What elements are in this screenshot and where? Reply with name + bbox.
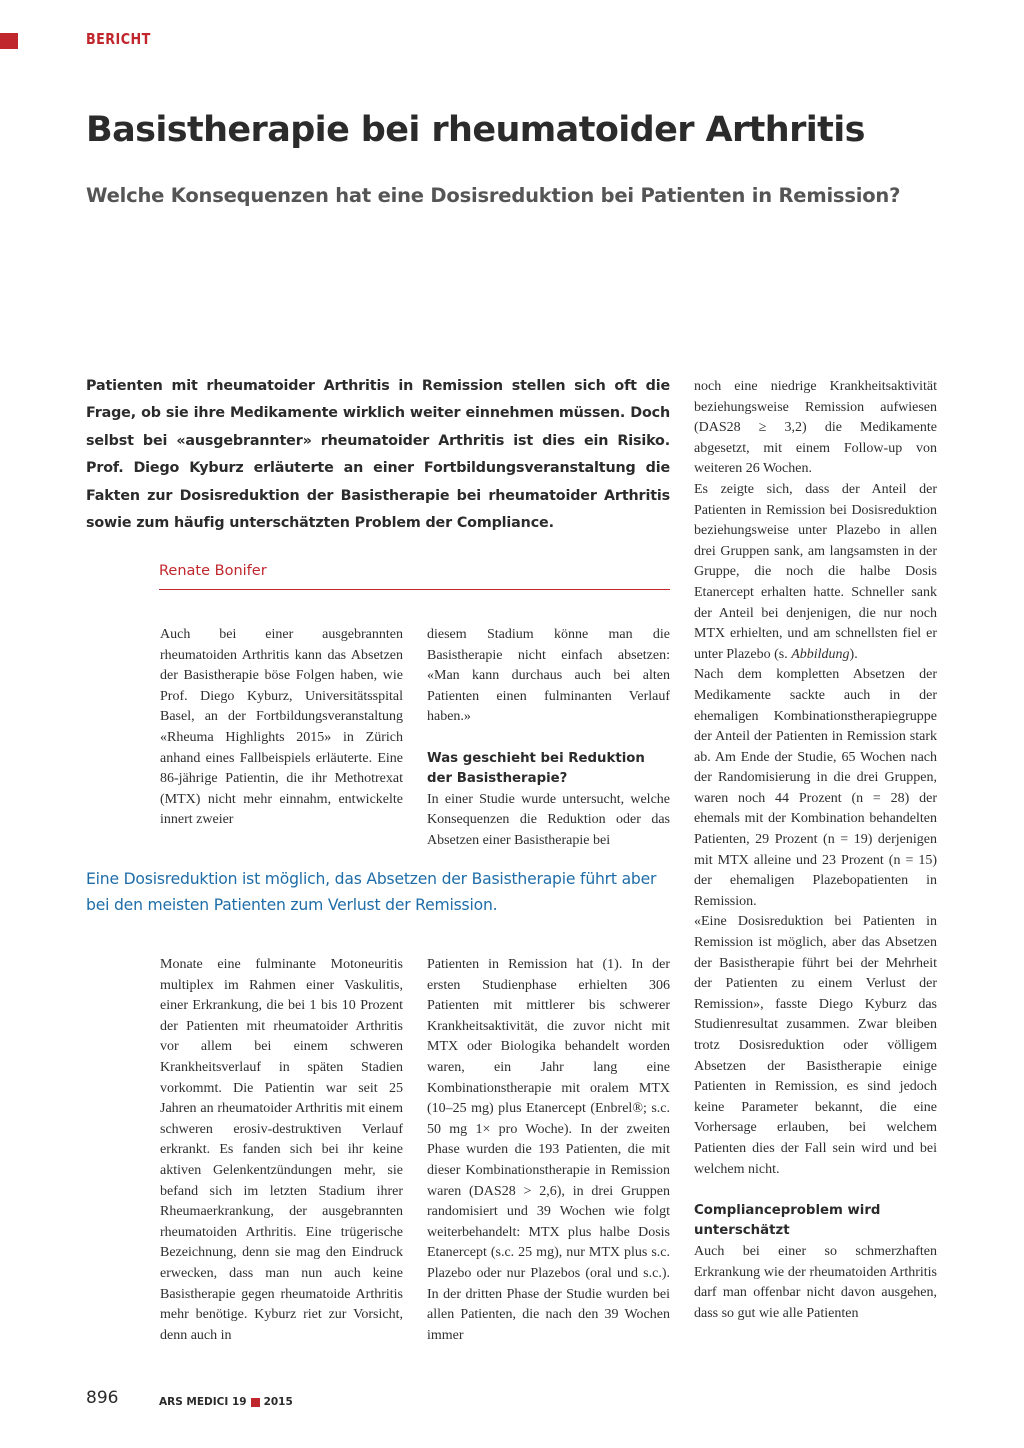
body-paragraph: Auch bei einer ausgebrannten rheumatoiden Arthritis kann das Absetzen der Basistherapie böse Folgen haben, wie Prof. Diego Kyburz, Universitätsspital Basel, an der Fortbildungsveranstaltung «Rheuma Highlights 2015» in Zürich anhand eines Fallbeispiels erläuterte. Eine 86-jährige Patientin, die ihr Methotrexat (MTX) nicht mehr einnahm, entwickelte innert zweier xyxy=(160,627,403,828)
column-1-bottom xyxy=(160,955,403,1346)
author-name: Renate Bonifer xyxy=(159,563,267,579)
body-paragraph: Monate eine fulminante Motoneuritis multiplex im Rahmen einer Vaskulitis, einer Erkrankung, die bei 1 bis 10 Prozent der Patienten mit rheumatoider Arthritis vor allem bei einem schweren Krankheitsverlauf in späten Stadien vorkommt. Die Patientin war seit 25 Jahren an rheumatoider Arthritis mit einem schweren erosiv-destruktiven Verlauf erkrankt. Es fanden sich bei ihr keine aktiven Gelenkentzündungen mehr, sie befand sich im letzten Stadium ihrer Rheumaerkrankung, der ausgebrannten rheumatoiden Arthritis. Eine trügerische Bezeichnung, denn sie mag den Eindruck erwecken, dass man nun auch keine Basistherapie gegen rheumatoide Arthritis mehr benötige. Kyburz riet zur Vorsicht, denn auch in xyxy=(160,957,403,1343)
body-paragraph: In einer Studie wurde untersucht, welche Konsequenzen die Reduktion oder das Absetzen einer Basistherapie bei xyxy=(427,791,670,848)
figure-reference: Abbildung xyxy=(791,646,850,662)
article-title: Basistherapie bei rheumatoider Arthritis xyxy=(86,110,865,150)
journal-name: ARS MEDICI 19 xyxy=(159,1396,247,1408)
subheading: Was geschieht bei Reduktion der Basistherapie? xyxy=(427,750,645,787)
body-text: ). xyxy=(849,646,858,662)
body-paragraph xyxy=(694,480,937,665)
subheading: Complianceproblem wird unterschätzt xyxy=(694,1202,881,1239)
column-1-top xyxy=(160,625,403,831)
author-divider xyxy=(159,589,670,590)
column-3 xyxy=(694,377,937,1324)
pull-quote: Eine Dosisreduktion ist möglich, das Absetzen der Basistherapie führt aber bei den meisten Patienten zum Verlust der Remission. xyxy=(86,870,657,914)
footer-square-icon xyxy=(251,1398,260,1407)
column-2-top xyxy=(427,625,670,852)
page-number: 896 xyxy=(86,1388,119,1408)
article-subtitle: Welche Konsequenzen hat eine Dosisreduktion bei Patienten in Remission? xyxy=(86,184,901,207)
body-paragraph: diesem Stadium könne man die Basistherapie nicht einfach absetzen: «Man kann durchaus auch bei alten Patienten einen fulminanten Verlauf haben.» xyxy=(427,627,670,725)
body-paragraph: Auch bei einer so schmerzhaften Erkrankung wie der rheumatoiden Arthritis darf man offenbar nicht davon ausgehen, dass so gut wie alle Patienten xyxy=(694,1243,937,1321)
section-marker xyxy=(0,33,18,49)
column-2-bottom xyxy=(427,955,670,1346)
body-paragraph: Patienten in Remission hat (1). In der ersten Studienphase erhielten 306 Patienten mit mittlerer bis schwerer Krankheitsaktivität, die zuvor nicht mit MTX oder Biologika behandelt worden waren, ein Jahr lang eine Kombinationstherapie mit oralem MTX (10–25 mg) plus Etanercept (Enbrel®; s.c. 50 mg 1× pro Woche). In der zweiten Phase wurden die 193 Patienten, die mit dieser Kombinationstherapie in Remission waren (DAS28 > 2,6), in drei Gruppen randomisiert und 39 Wochen wie folgt weiterbehandelt: MTX plus halbe Dosis Etanercept (s.c. 25 mg), nur MTX plus s.c. Plazebo oder nur Plazebos (oral und s.c.). In der dritten Phase der Studie wurden bei allen Patienten, die nach den 39 Wochen immer xyxy=(427,957,670,1343)
body-paragraph: Nach dem kompletten Absetzen der Medikamente sackte auch in der ehemaligen Kombinationstherapiegruppe der Anteil der Patienten in Remission stark ab. Am Ende der Studie, 65 Wochen nach der Randomisierung in die drei Gruppen, waren noch 44 Prozent (n = 28) der ehemals mit der Kombination behandelten Patienten, 29 Prozent (n = 19) derjenigen mit MTX alleine und 23 Prozent (n = 15) der ehemaligen Plazebopatienten in Remission. xyxy=(694,667,937,909)
article-lead: Patienten mit rheumatoider Arthritis in Remission stellen sich oft die Frage, ob sie ihre Medikamente wirklich weiter einnehmen müssen. Doch selbst bei «ausgebrannter» rheumatoider Arthritis ist dies ein Risiko. Prof. Diego Kyburz erläuterte an einer Fortbildungsveranstaltung die Fakten zur Dosisreduktion der Basistherapie bei rheumatoider Arthritis sowie zum häufig unterschätzten Problem der Compliance. xyxy=(86,378,670,532)
section-label: BERICHT xyxy=(86,30,151,48)
body-paragraph: noch eine niedrige Krankheitsaktivität beziehungsweise Remission aufwiesen (DAS28 ≥ 3,2) die Medikamente abgesetzt, mit einem Follow-up von weiteren 26 Wochen. xyxy=(694,379,937,477)
journal-footer xyxy=(159,1396,293,1408)
body-text: Es zeigte sich, dass der Anteil der Patienten in Remission bei Dosisreduktion beziehungsweise unter Plazebo in allen drei Gruppen sank, am langsamsten in der Gruppe, die noch die halbe Dosis Etanercept erhalten hatte. Schneller sank der Anteil bei denjenigen, die nur noch MTX erhielten, und am schnellsten fiel er unter Plazebo (s. xyxy=(694,481,937,662)
journal-year: 2015 xyxy=(263,1396,293,1408)
body-paragraph: «Eine Dosisreduktion bei Patienten in Remission ist möglich, aber das Absetzen der Basistherapie führt bei der Mehrheit der Patienten zu einem Verlust der Remission», fasste Diego Kyburz das Studienresultat zusammen. Zwar bleiben trotz Dosisreduktion oder völligem Absetzen der Basistherapie einige Patienten in Remission, es sind jedoch keine Parameter bekannt, die eine Vorhersage erlauben, bei welchem Patienten dies der Fall sein wird und bei welchem nicht. xyxy=(694,914,937,1177)
